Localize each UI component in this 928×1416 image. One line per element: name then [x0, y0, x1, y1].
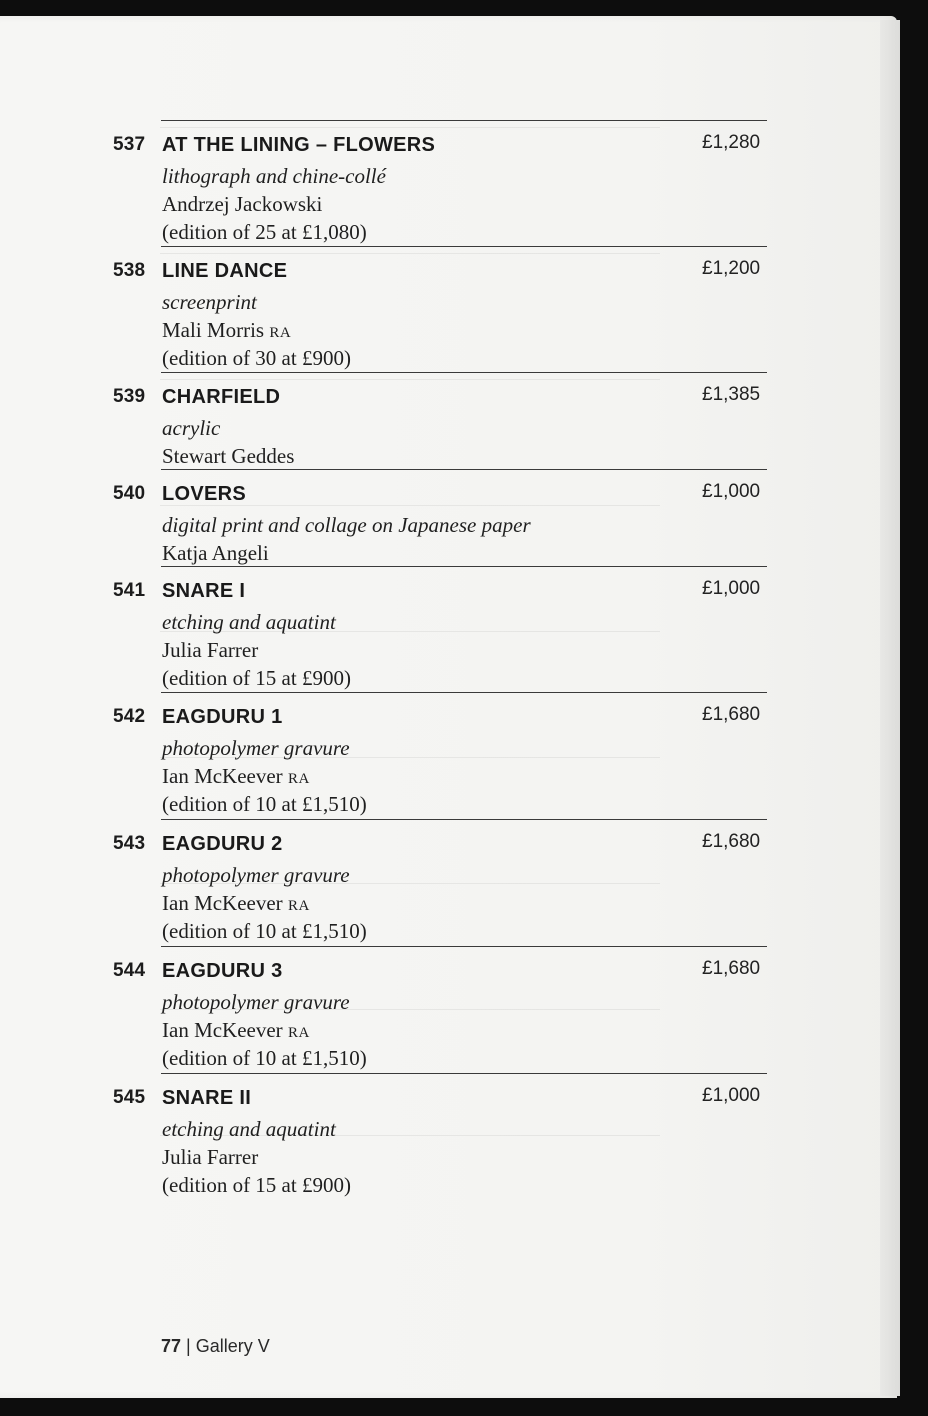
- entry-title: EAGDURU 3: [162, 960, 283, 982]
- divider: [161, 1073, 767, 1074]
- artist-name: Ian McKeever: [162, 764, 283, 788]
- entry-price: £1,280: [702, 132, 761, 153]
- artist-name: Stewart Geddes: [162, 444, 295, 468]
- entry-number: 545: [113, 1087, 146, 1108]
- divider: [161, 469, 767, 470]
- entry-medium: acrylic: [162, 416, 221, 440]
- entry-medium: photopolymer gravure: [162, 863, 350, 887]
- entry-medium: photopolymer gravure: [162, 736, 350, 760]
- artist-name: Ian McKeever: [162, 891, 283, 915]
- entry-medium: screenprint: [162, 290, 257, 314]
- entry-price: £1,680: [702, 831, 761, 852]
- artist-name: Ian McKeever: [162, 1018, 283, 1042]
- entry-medium: lithograph and chine-collé: [162, 164, 386, 188]
- entry-artist: [162, 444, 294, 469]
- entry-edition: (edition of 10 at £1,510): [162, 792, 367, 816]
- entry-artist: [162, 318, 291, 343]
- footer-separator: |: [181, 1336, 196, 1356]
- artist-name: Mali Morris: [162, 318, 265, 342]
- entry-title: EAGDURU 1: [162, 706, 283, 728]
- divider: [161, 372, 767, 373]
- entry-number: 540: [113, 483, 146, 504]
- entry-edition: (edition of 10 at £1,510): [162, 919, 367, 943]
- artist-name: Katja Angeli: [162, 541, 269, 565]
- divider: [161, 246, 767, 247]
- entry-artist: [162, 1018, 310, 1043]
- entry-price: £1,200: [702, 258, 761, 279]
- entry-medium: etching and aquatint: [162, 610, 336, 634]
- divider: [161, 692, 767, 693]
- entry-medium: etching and aquatint: [162, 1117, 336, 1141]
- entry-artist: [162, 638, 258, 663]
- ra-designation: RA: [287, 898, 310, 914]
- entry-price: £1,000: [702, 481, 761, 502]
- entry-number: 544: [113, 960, 146, 981]
- entry-price: £1,385: [702, 384, 761, 405]
- entry-title: SNARE I: [162, 580, 246, 602]
- entry-title: LOVERS: [162, 483, 247, 505]
- entry-number: 538: [113, 260, 146, 281]
- entry-artist: [162, 891, 310, 916]
- artist-name: Julia Farrer: [162, 1145, 259, 1169]
- divider: [161, 946, 767, 947]
- section-name: Gallery V: [195, 1336, 270, 1356]
- entry-edition: (edition of 10 at £1,510): [162, 1046, 367, 1070]
- entry-price: £1,000: [702, 1085, 761, 1106]
- artist-name: Andrzej Jackowski: [162, 192, 323, 216]
- entry-number: 541: [113, 580, 146, 601]
- entry-title: CHARFIELD: [162, 386, 281, 408]
- divider: [161, 566, 767, 567]
- entry-number: 537: [113, 134, 146, 155]
- entry-number: 543: [113, 833, 146, 854]
- ra-designation: RA: [287, 771, 310, 787]
- entry-artist: [162, 764, 310, 789]
- entry-edition: (edition of 15 at £900): [162, 1173, 351, 1197]
- divider: [161, 120, 767, 121]
- page-edge: [880, 20, 900, 1396]
- entry-title: AT THE LINING – FLOWERS: [162, 134, 436, 156]
- entry-medium: photopolymer gravure: [162, 990, 350, 1014]
- page-footer: [161, 1336, 270, 1357]
- ra-designation: RA: [269, 325, 292, 341]
- entry-edition: (edition of 30 at £900): [162, 346, 351, 370]
- entry-title: SNARE II: [162, 1087, 252, 1109]
- entry-title: LINE DANCE: [162, 260, 288, 282]
- entry-price: £1,000: [702, 578, 761, 599]
- entry-medium: digital print and collage on Japanese paper: [162, 513, 531, 537]
- divider: [161, 819, 767, 820]
- entry-number: 542: [113, 706, 146, 727]
- entry-artist: [162, 1145, 258, 1170]
- entry-edition: (edition of 15 at £900): [162, 666, 351, 690]
- page-number: 77: [161, 1336, 182, 1356]
- ra-designation: RA: [287, 1025, 310, 1041]
- entry-artist: [162, 192, 322, 217]
- entry-price: £1,680: [702, 704, 761, 725]
- entry-edition: (edition of 25 at £1,080): [162, 220, 367, 244]
- entry-artist: [162, 541, 269, 566]
- artist-name: Julia Farrer: [162, 638, 259, 662]
- entry-number: 539: [113, 386, 146, 407]
- entry-title: EAGDURU 2: [162, 833, 283, 855]
- catalogue-page: [0, 16, 897, 1398]
- entry-price: £1,680: [702, 958, 761, 979]
